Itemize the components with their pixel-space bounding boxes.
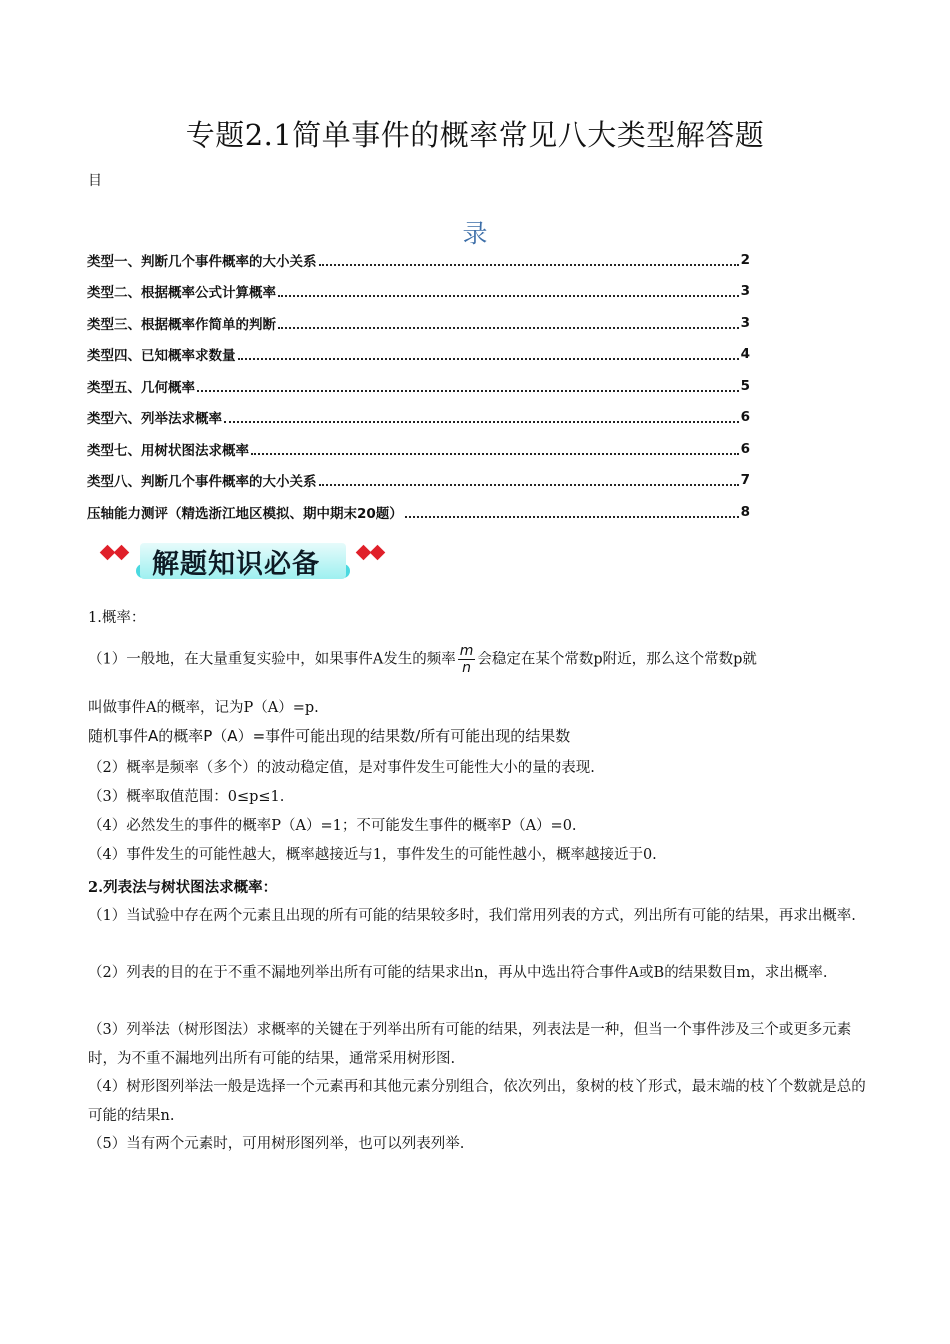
paragraph: （1）当试验中存在两个元素且出现的所有可能的结果较多时，我们常用列表的方式，列出所有可能的结果，再求出概率. — [88, 908, 856, 924]
toc-entry-label: 类型一、判断几个事件概率的大小关系 — [87, 253, 317, 270]
page-title: 专题2.1简单事件的概率常见八大类型解答题 — [185, 118, 765, 152]
toc-heading-part2: 录 — [462, 219, 488, 248]
toc-leader-dots — [238, 358, 739, 360]
toc-entry-page: 5 — [740, 377, 750, 394]
toc-entry-page: 7 — [740, 472, 750, 489]
paragraph: （5）当有两个元素时，可用树形图列举，也可以列表列举. — [88, 1136, 465, 1152]
fraction-m-over-n — [458, 644, 476, 675]
toc-entry[interactable] — [87, 244, 750, 276]
section-banner — [100, 538, 390, 584]
toc-entry[interactable] — [87, 339, 750, 371]
list-item: （3）概率取值范围：0≤p≤1. — [88, 789, 285, 805]
list-item: （4）必然发生的事件的概率P（A）=1；不可能发生事件的概率P（A）=0. — [88, 818, 577, 834]
toc-entry-page: 3 — [740, 314, 750, 331]
list-item: （4）事件发生的可能性越大，概率越接近与1，事件发生的可能性越小，概率越接近于0. — [88, 847, 657, 863]
toc-entry-page: 6 — [740, 409, 750, 426]
toc-entry[interactable] — [87, 307, 750, 339]
paragraph: （4）树形图列举法一般是选择一个元素再和其他元素分别组合，依次列出，象树的枝丫形式，最末端的枝丫个数就是总的可能的结果n. — [88, 1079, 866, 1124]
toc-entry[interactable] — [87, 496, 750, 528]
toc-entry-label: 类型三、根据概率作简单的判断 — [87, 316, 276, 333]
paragraph-probability-definition — [88, 644, 757, 675]
toc-leader-dots — [224, 421, 739, 423]
toc-leader-dots — [319, 264, 739, 266]
toc-leader-dots — [251, 453, 739, 455]
toc-entry-label: 类型五、几何概率 — [87, 379, 195, 396]
section-heading-probability: 1.概率： — [88, 610, 146, 626]
random-event-formula — [88, 725, 570, 746]
paragraph-line: 叫做事件A的概率，记为P（A）=p. — [88, 700, 319, 716]
diamond-icon — [370, 545, 386, 561]
toc-leader-dots — [197, 390, 739, 392]
paragraph: （3）列举法（树形图法）求概率的关键在于列举出所有可能的结果，列表法是一种，但当一个事件涉及三个或更多元素时，为不重不漏地列出所有可能的结果，通常采用树形图. — [88, 1022, 852, 1067]
text-fragment: （1）一般地，在大量重复实验中，如果事件A发生的频率 — [88, 651, 456, 668]
toc-heading-part1: 目 — [88, 173, 102, 189]
toc-entry-page: 8 — [740, 503, 750, 520]
toc-entry-label: 类型六、列举法求概率 — [87, 411, 222, 428]
toc-entry[interactable] — [87, 402, 750, 434]
toc-entry[interactable] — [87, 433, 750, 465]
toc-entry-label: 类型八、判断几个事件概率的大小关系 — [87, 474, 317, 491]
toc-leader-dots — [278, 295, 739, 297]
list-item: （2）概率是频率（多个）的波动稳定值，是对事件发生可能性大小的量的表现. — [88, 760, 595, 776]
paragraph: （2）列表的目的在于不重不漏地列举出所有可能的结果求出n，再从中选出符合事件A或B的结果数目m，求出概率. — [88, 965, 828, 981]
formula-text: 事件可能出现的结果数/所有可能出现的结果数 — [265, 727, 571, 745]
toc-entry[interactable] — [87, 370, 750, 402]
toc-entry[interactable] — [87, 276, 750, 308]
toc-entry-page: 6 — [740, 440, 750, 457]
table-of-contents — [87, 244, 750, 528]
formula-label: 随机事件A的概率P（A）= — [88, 727, 266, 745]
toc-entry-label: 压轴能力测评（精选浙江地区模拟、期中期末20题） — [87, 505, 403, 522]
toc-leader-dots — [319, 484, 739, 486]
toc-leader-dots — [278, 327, 739, 329]
toc-entry-label: 类型二、根据概率公式计算概率 — [87, 285, 276, 302]
text-fragment: 会稳定在某个常数p附近，那么这个常数p就 — [477, 651, 757, 668]
toc-entry-label: 类型七、用树状图法求概率 — [87, 442, 249, 459]
banner-title: 解题知识必备 — [152, 549, 320, 580]
toc-entry-page: 3 — [740, 283, 750, 300]
toc-entry-page: 2 — [740, 251, 750, 268]
fraction-numerator: m — [459, 643, 474, 659]
fraction-denominator: n — [462, 660, 471, 676]
toc-leader-dots — [405, 516, 739, 518]
toc-entry[interactable] — [87, 465, 750, 497]
toc-entry-page: 4 — [740, 346, 750, 363]
toc-entry-label: 类型四、已知概率求数量 — [87, 348, 236, 365]
diamond-icon — [114, 545, 130, 561]
section-heading-listing-tree: 2.列表法与树状图法求概率： — [88, 879, 278, 896]
